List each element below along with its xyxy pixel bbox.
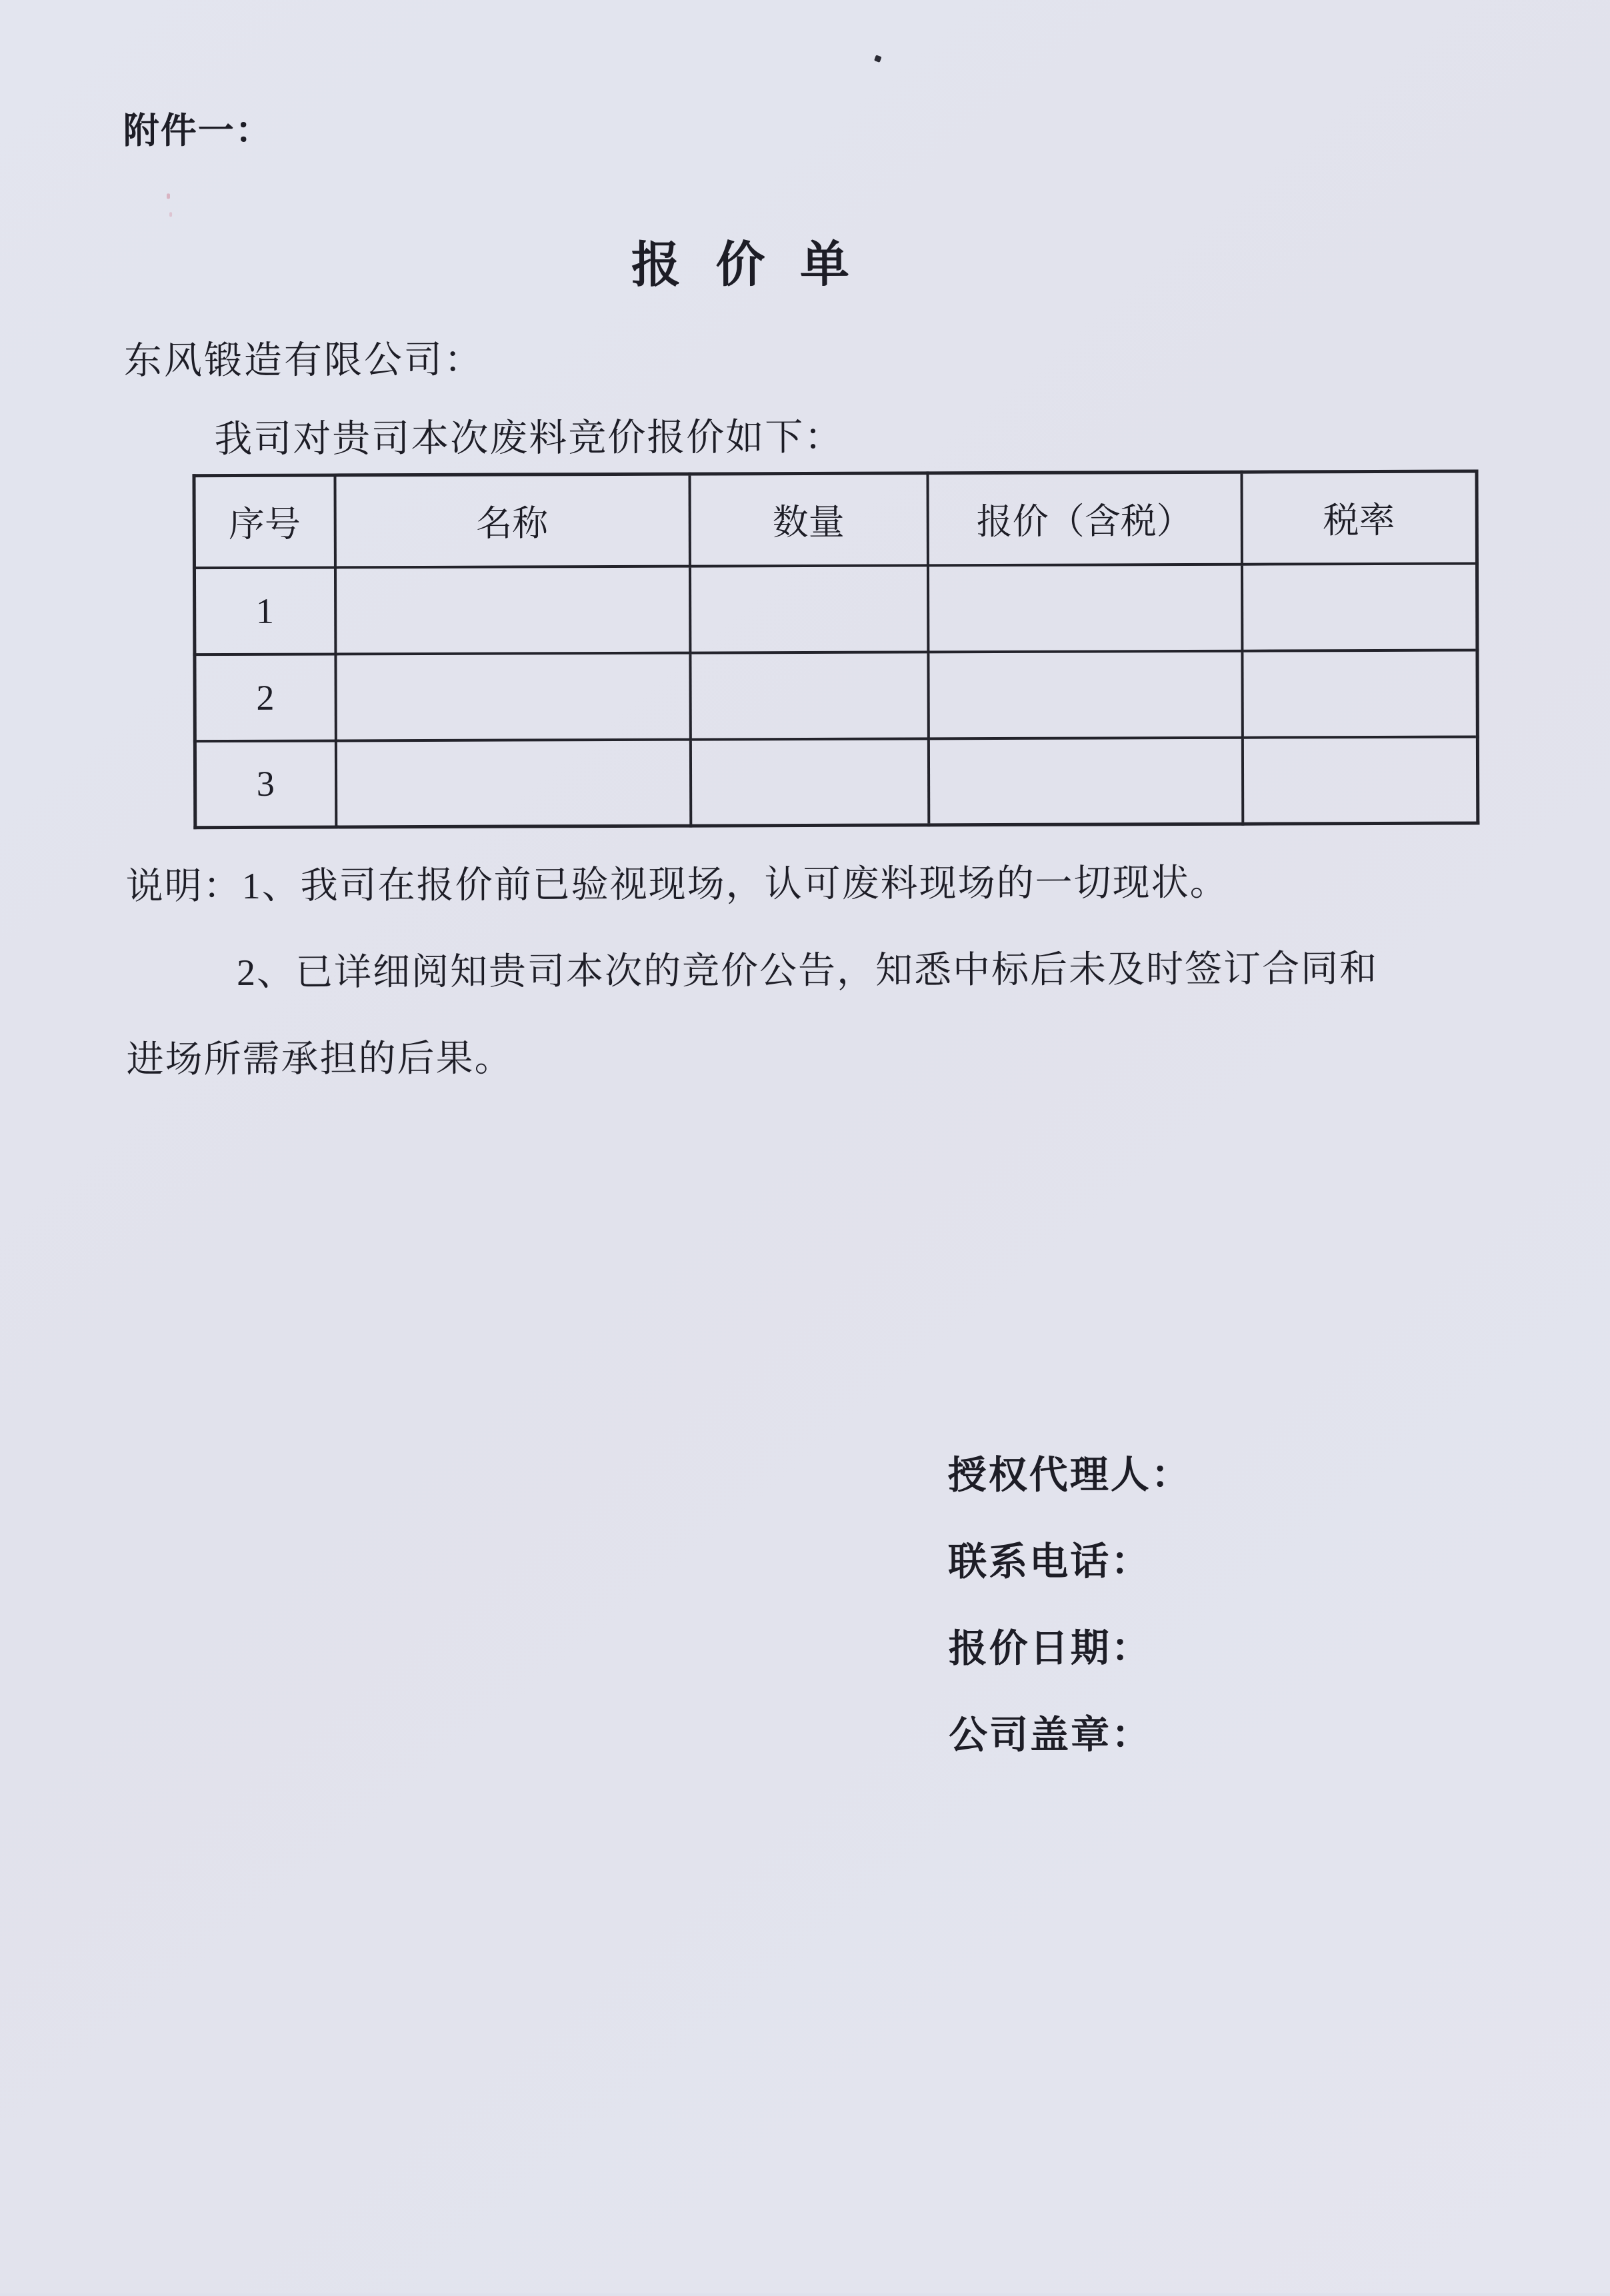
notes-line-3: 进场所需承担的后果。: [126, 1038, 513, 1081]
notes-line-2: 2、已详细阅知贵司本次的竞价公告，知悉中标后未及时签订合同和: [236, 948, 1379, 994]
table-header-row: [194, 471, 1477, 568]
table-row: [195, 650, 1477, 741]
scan-speck: [167, 193, 170, 199]
attachment-label: 附件一：: [123, 110, 273, 151]
name-cell-empty: [335, 652, 690, 740]
authorized-agent-label: 授权代理人：: [947, 1452, 1192, 1498]
row-number-cell: 3: [195, 740, 335, 828]
contact-phone-label: 联系电话：: [948, 1540, 1152, 1584]
notes-label: 说明：: [125, 865, 242, 908]
header-cell-quantity: 数量: [689, 473, 927, 566]
table-row: [194, 563, 1477, 654]
intro-line: 我司对贵司本次废料竞价报价如下：: [214, 416, 844, 461]
quantity-cell-empty: [690, 738, 928, 826]
quotation-table: [192, 469, 1479, 829]
name-cell-empty: [335, 566, 689, 654]
scan-speck: [874, 55, 882, 63]
taxrate-cell-empty: [1242, 736, 1477, 824]
scan-speck: [169, 212, 172, 217]
document-title: 报 价 单: [631, 237, 857, 293]
table-row: [195, 736, 1477, 828]
header-cell-name: 名称: [335, 474, 689, 567]
quote-date-label: 报价日期：: [948, 1626, 1152, 1671]
price-cell-empty: [927, 564, 1241, 652]
quantity-cell-empty: [689, 565, 927, 652]
header-cell-taxrate: 税率: [1241, 471, 1477, 564]
price-cell-empty: [928, 650, 1242, 738]
notes-line-1: [125, 853, 1228, 910]
quantity-cell-empty: [690, 652, 928, 739]
taxrate-cell-empty: [1241, 563, 1477, 650]
company-seal-label: 公司盖章：: [948, 1713, 1153, 1757]
header-cell-price: 报价（含税）: [927, 472, 1241, 565]
name-cell-empty: [335, 739, 690, 827]
recipient-line: 东风锻造有限公司：: [123, 339, 484, 383]
price-cell-empty: [928, 737, 1242, 825]
row-number-cell: 1: [194, 567, 335, 654]
row-number-cell: 2: [195, 654, 335, 741]
notes-text-1: 1、我司在报价前已验视现场，认可废料现场的一切现状。: [241, 862, 1229, 907]
signature-block: [948, 1450, 1193, 1797]
header-cell-index: 序号: [194, 475, 335, 568]
taxrate-cell-empty: [1242, 650, 1477, 737]
